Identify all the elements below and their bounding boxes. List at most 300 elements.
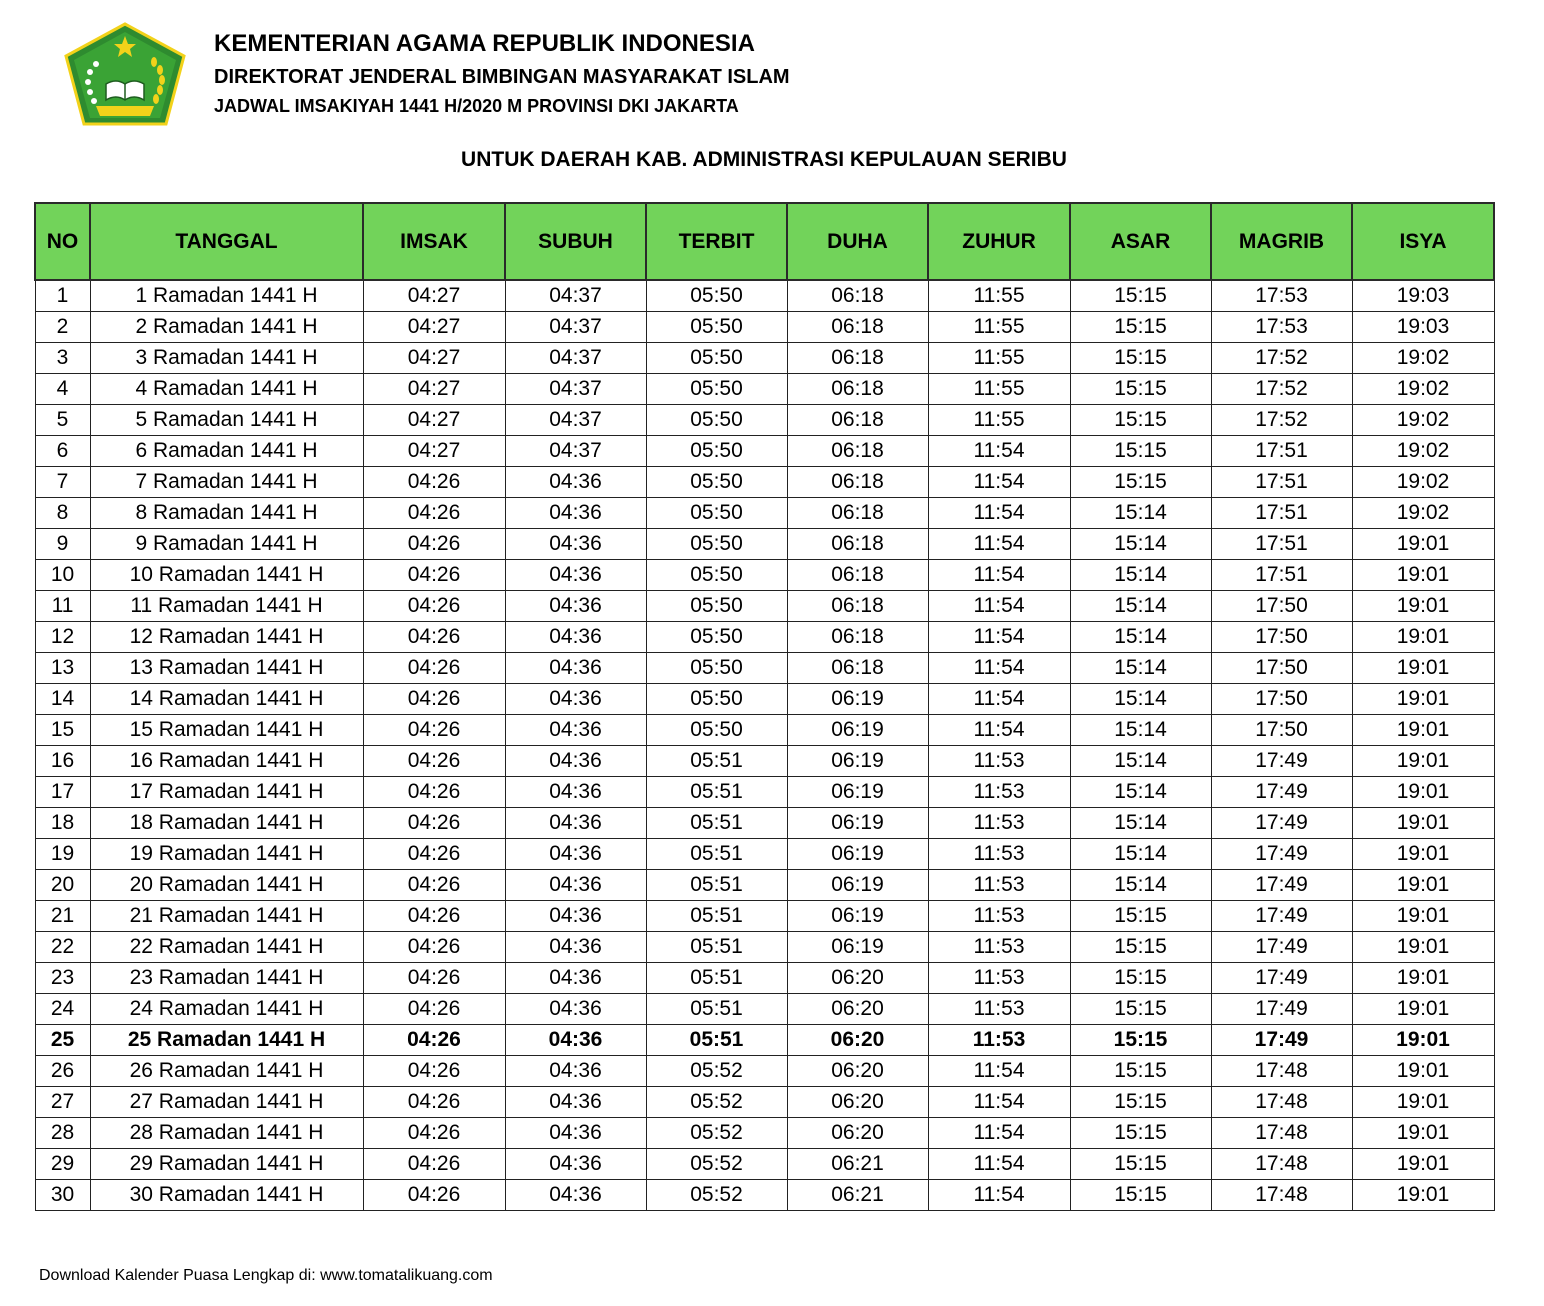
cell-subuh: 04:36 bbox=[505, 932, 646, 963]
table-header-row bbox=[35, 203, 1494, 280]
cell-terbit: 05:50 bbox=[646, 436, 787, 467]
cell-asar: 15:14 bbox=[1070, 529, 1211, 560]
cell-imsak: 04:26 bbox=[363, 808, 505, 839]
cell-tanggal: 5 Ramadan 1441 H bbox=[90, 405, 363, 436]
cell-asar: 15:14 bbox=[1070, 622, 1211, 653]
cell-subuh: 04:36 bbox=[505, 1056, 646, 1087]
cell-isya: 19:01 bbox=[1352, 777, 1494, 808]
cell-magrib: 17:53 bbox=[1211, 280, 1352, 312]
cell-subuh: 04:36 bbox=[505, 467, 646, 498]
column-header-no: NO bbox=[35, 203, 90, 280]
cell-imsak: 04:26 bbox=[363, 870, 505, 901]
cell-imsak: 04:26 bbox=[363, 839, 505, 870]
cell-subuh: 04:36 bbox=[505, 1025, 646, 1056]
cell-duha: 06:18 bbox=[787, 498, 928, 529]
cell-isya: 19:01 bbox=[1352, 622, 1494, 653]
cell-duha: 06:19 bbox=[787, 746, 928, 777]
cell-zuhur: 11:53 bbox=[928, 901, 1070, 932]
cell-magrib: 17:52 bbox=[1211, 343, 1352, 374]
table-row bbox=[35, 1118, 1494, 1149]
cell-asar: 15:15 bbox=[1070, 1056, 1211, 1087]
cell-no: 26 bbox=[35, 1056, 90, 1087]
cell-zuhur: 11:54 bbox=[928, 1118, 1070, 1149]
cell-subuh: 04:37 bbox=[505, 312, 646, 343]
cell-subuh: 04:36 bbox=[505, 529, 646, 560]
cell-asar: 15:15 bbox=[1070, 374, 1211, 405]
cell-zuhur: 11:54 bbox=[928, 715, 1070, 746]
cell-isya: 19:01 bbox=[1352, 994, 1494, 1025]
table-row bbox=[35, 529, 1494, 560]
cell-subuh: 04:36 bbox=[505, 715, 646, 746]
cell-isya: 19:01 bbox=[1352, 684, 1494, 715]
cell-asar: 15:15 bbox=[1070, 405, 1211, 436]
cell-magrib: 17:51 bbox=[1211, 529, 1352, 560]
cell-imsak: 04:26 bbox=[363, 963, 505, 994]
cell-terbit: 05:51 bbox=[646, 808, 787, 839]
cell-magrib: 17:50 bbox=[1211, 715, 1352, 746]
cell-duha: 06:20 bbox=[787, 994, 928, 1025]
cell-terbit: 05:50 bbox=[646, 529, 787, 560]
cell-imsak: 04:26 bbox=[363, 746, 505, 777]
cell-isya: 19:01 bbox=[1352, 963, 1494, 994]
cell-terbit: 05:52 bbox=[646, 1118, 787, 1149]
kemenag-emblem-icon bbox=[62, 22, 188, 128]
cell-imsak: 04:26 bbox=[363, 684, 505, 715]
cell-terbit: 05:50 bbox=[646, 280, 787, 312]
cell-no: 17 bbox=[35, 777, 90, 808]
cell-magrib: 17:49 bbox=[1211, 932, 1352, 963]
cell-magrib: 17:51 bbox=[1211, 436, 1352, 467]
cell-magrib: 17:48 bbox=[1211, 1149, 1352, 1180]
cell-duha: 06:18 bbox=[787, 405, 928, 436]
table-row bbox=[35, 715, 1494, 746]
cell-subuh: 04:36 bbox=[505, 1149, 646, 1180]
cell-isya: 19:01 bbox=[1352, 529, 1494, 560]
cell-zuhur: 11:53 bbox=[928, 777, 1070, 808]
cell-imsak: 04:26 bbox=[363, 498, 505, 529]
cell-no: 7 bbox=[35, 467, 90, 498]
cell-imsak: 04:26 bbox=[363, 994, 505, 1025]
cell-no: 5 bbox=[35, 405, 90, 436]
table-row bbox=[35, 1056, 1494, 1087]
cell-no: 4 bbox=[35, 374, 90, 405]
cell-no: 12 bbox=[35, 622, 90, 653]
cell-isya: 19:01 bbox=[1352, 808, 1494, 839]
cell-terbit: 05:52 bbox=[646, 1149, 787, 1180]
cell-isya: 19:01 bbox=[1352, 591, 1494, 622]
cell-no: 25 bbox=[35, 1025, 90, 1056]
table-row bbox=[35, 839, 1494, 870]
cell-zuhur: 11:53 bbox=[928, 1025, 1070, 1056]
column-header-zuhur: ZUHUR bbox=[928, 203, 1070, 280]
cell-asar: 15:14 bbox=[1070, 560, 1211, 591]
cell-duha: 06:21 bbox=[787, 1180, 928, 1211]
cell-asar: 15:15 bbox=[1070, 994, 1211, 1025]
cell-terbit: 05:50 bbox=[646, 684, 787, 715]
table-row bbox=[35, 1180, 1494, 1211]
cell-tanggal: 28 Ramadan 1441 H bbox=[90, 1118, 363, 1149]
cell-isya: 19:02 bbox=[1352, 467, 1494, 498]
cell-duha: 06:18 bbox=[787, 312, 928, 343]
cell-zuhur: 11:53 bbox=[928, 870, 1070, 901]
cell-tanggal: 24 Ramadan 1441 H bbox=[90, 994, 363, 1025]
cell-terbit: 05:51 bbox=[646, 994, 787, 1025]
cell-asar: 15:14 bbox=[1070, 839, 1211, 870]
cell-terbit: 05:51 bbox=[646, 777, 787, 808]
cell-magrib: 17:49 bbox=[1211, 746, 1352, 777]
cell-subuh: 04:36 bbox=[505, 684, 646, 715]
table-row bbox=[35, 622, 1494, 653]
cell-isya: 19:01 bbox=[1352, 560, 1494, 591]
cell-tanggal: 30 Ramadan 1441 H bbox=[90, 1180, 363, 1211]
cell-zuhur: 11:55 bbox=[928, 312, 1070, 343]
table-row bbox=[35, 746, 1494, 777]
cell-magrib: 17:51 bbox=[1211, 498, 1352, 529]
column-header-isya: ISYA bbox=[1352, 203, 1494, 280]
cell-asar: 15:15 bbox=[1070, 901, 1211, 932]
cell-duha: 06:20 bbox=[787, 1025, 928, 1056]
cell-duha: 06:20 bbox=[787, 1087, 928, 1118]
column-header-imsak: IMSAK bbox=[363, 203, 505, 280]
cell-tanggal: 1 Ramadan 1441 H bbox=[90, 280, 363, 312]
table-row bbox=[35, 1025, 1494, 1056]
cell-tanggal: 3 Ramadan 1441 H bbox=[90, 343, 363, 374]
cell-duha: 06:19 bbox=[787, 684, 928, 715]
cell-zuhur: 11:53 bbox=[928, 839, 1070, 870]
cell-imsak: 04:26 bbox=[363, 1025, 505, 1056]
cell-subuh: 04:37 bbox=[505, 405, 646, 436]
cell-magrib: 17:48 bbox=[1211, 1118, 1352, 1149]
cell-terbit: 05:51 bbox=[646, 901, 787, 932]
cell-terbit: 05:50 bbox=[646, 467, 787, 498]
cell-imsak: 04:26 bbox=[363, 901, 505, 932]
cell-terbit: 05:50 bbox=[646, 591, 787, 622]
cell-isya: 19:02 bbox=[1352, 374, 1494, 405]
cell-imsak: 04:26 bbox=[363, 467, 505, 498]
cell-subuh: 04:36 bbox=[505, 560, 646, 591]
cell-magrib: 17:48 bbox=[1211, 1087, 1352, 1118]
cell-isya: 19:01 bbox=[1352, 932, 1494, 963]
cell-imsak: 04:26 bbox=[363, 591, 505, 622]
cell-terbit: 05:50 bbox=[646, 312, 787, 343]
table-row bbox=[35, 312, 1494, 343]
directorate-title: DIREKTORAT JENDERAL BIMBINGAN MASYARAKAT ISLAM bbox=[214, 66, 790, 88]
table-row bbox=[35, 498, 1494, 529]
cell-asar: 15:15 bbox=[1070, 436, 1211, 467]
table-row bbox=[35, 994, 1494, 1025]
cell-terbit: 05:50 bbox=[646, 405, 787, 436]
cell-zuhur: 11:54 bbox=[928, 684, 1070, 715]
cell-duha: 06:18 bbox=[787, 591, 928, 622]
cell-tanggal: 4 Ramadan 1441 H bbox=[90, 374, 363, 405]
cell-subuh: 04:36 bbox=[505, 994, 646, 1025]
cell-zuhur: 11:53 bbox=[928, 994, 1070, 1025]
cell-terbit: 05:51 bbox=[646, 839, 787, 870]
cell-duha: 06:19 bbox=[787, 870, 928, 901]
cell-zuhur: 11:54 bbox=[928, 653, 1070, 684]
cell-no: 21 bbox=[35, 901, 90, 932]
cell-magrib: 17:49 bbox=[1211, 839, 1352, 870]
cell-asar: 15:14 bbox=[1070, 653, 1211, 684]
cell-asar: 15:14 bbox=[1070, 870, 1211, 901]
cell-duha: 06:18 bbox=[787, 529, 928, 560]
column-header-magrib: MAGRIB bbox=[1211, 203, 1352, 280]
cell-isya: 19:02 bbox=[1352, 498, 1494, 529]
cell-tanggal: 10 Ramadan 1441 H bbox=[90, 560, 363, 591]
cell-zuhur: 11:54 bbox=[928, 560, 1070, 591]
cell-subuh: 04:36 bbox=[505, 777, 646, 808]
cell-no: 30 bbox=[35, 1180, 90, 1211]
cell-imsak: 04:27 bbox=[363, 405, 505, 436]
cell-terbit: 05:50 bbox=[646, 622, 787, 653]
cell-tanggal: 11 Ramadan 1441 H bbox=[90, 591, 363, 622]
cell-subuh: 04:36 bbox=[505, 870, 646, 901]
cell-isya: 19:01 bbox=[1352, 870, 1494, 901]
cell-asar: 15:14 bbox=[1070, 746, 1211, 777]
cell-no: 24 bbox=[35, 994, 90, 1025]
table-row bbox=[35, 436, 1494, 467]
cell-no: 22 bbox=[35, 932, 90, 963]
cell-no: 6 bbox=[35, 436, 90, 467]
cell-no: 29 bbox=[35, 1149, 90, 1180]
cell-subuh: 04:36 bbox=[505, 653, 646, 684]
region-subtitle: UNTUK DAERAH KAB. ADMINISTRASI KEPULAUAN SERIBU bbox=[461, 148, 1067, 171]
cell-zuhur: 11:54 bbox=[928, 529, 1070, 560]
cell-subuh: 04:36 bbox=[505, 746, 646, 777]
cell-zuhur: 11:54 bbox=[928, 498, 1070, 529]
cell-tanggal: 23 Ramadan 1441 H bbox=[90, 963, 363, 994]
cell-duha: 06:19 bbox=[787, 901, 928, 932]
cell-tanggal: 15 Ramadan 1441 H bbox=[90, 715, 363, 746]
table-row bbox=[35, 467, 1494, 498]
cell-imsak: 04:26 bbox=[363, 653, 505, 684]
cell-terbit: 05:52 bbox=[646, 1056, 787, 1087]
cell-no: 11 bbox=[35, 591, 90, 622]
cell-subuh: 04:37 bbox=[505, 343, 646, 374]
cell-imsak: 04:26 bbox=[363, 1180, 505, 1211]
cell-duha: 06:19 bbox=[787, 808, 928, 839]
cell-zuhur: 11:54 bbox=[928, 1180, 1070, 1211]
cell-tanggal: 25 Ramadan 1441 H bbox=[90, 1025, 363, 1056]
cell-isya: 19:01 bbox=[1352, 839, 1494, 870]
cell-duha: 06:19 bbox=[787, 715, 928, 746]
table-row bbox=[35, 808, 1494, 839]
table-row bbox=[35, 1149, 1494, 1180]
cell-zuhur: 11:55 bbox=[928, 280, 1070, 312]
cell-no: 13 bbox=[35, 653, 90, 684]
cell-imsak: 04:26 bbox=[363, 1149, 505, 1180]
cell-no: 15 bbox=[35, 715, 90, 746]
cell-zuhur: 11:53 bbox=[928, 808, 1070, 839]
cell-tanggal: 14 Ramadan 1441 H bbox=[90, 684, 363, 715]
cell-subuh: 04:36 bbox=[505, 1087, 646, 1118]
cell-duha: 06:18 bbox=[787, 560, 928, 591]
cell-magrib: 17:49 bbox=[1211, 777, 1352, 808]
cell-isya: 19:01 bbox=[1352, 746, 1494, 777]
cell-imsak: 04:27 bbox=[363, 280, 505, 312]
table-row bbox=[35, 405, 1494, 436]
cell-asar: 15:15 bbox=[1070, 1180, 1211, 1211]
cell-magrib: 17:50 bbox=[1211, 622, 1352, 653]
cell-terbit: 05:50 bbox=[646, 653, 787, 684]
table-row bbox=[35, 374, 1494, 405]
cell-terbit: 05:50 bbox=[646, 374, 787, 405]
cell-zuhur: 11:54 bbox=[928, 1056, 1070, 1087]
cell-asar: 15:15 bbox=[1070, 1025, 1211, 1056]
cell-no: 19 bbox=[35, 839, 90, 870]
cell-tanggal: 21 Ramadan 1441 H bbox=[90, 901, 363, 932]
table-row bbox=[35, 560, 1494, 591]
cell-zuhur: 11:53 bbox=[928, 932, 1070, 963]
cell-tanggal: 12 Ramadan 1441 H bbox=[90, 622, 363, 653]
cell-tanggal: 9 Ramadan 1441 H bbox=[90, 529, 363, 560]
cell-subuh: 04:36 bbox=[505, 591, 646, 622]
cell-isya: 19:02 bbox=[1352, 405, 1494, 436]
cell-asar: 15:15 bbox=[1070, 280, 1211, 312]
cell-no: 20 bbox=[35, 870, 90, 901]
cell-duha: 06:20 bbox=[787, 1056, 928, 1087]
cell-imsak: 04:26 bbox=[363, 1056, 505, 1087]
cell-magrib: 17:50 bbox=[1211, 653, 1352, 684]
cell-no: 14 bbox=[35, 684, 90, 715]
cell-isya: 19:01 bbox=[1352, 653, 1494, 684]
cell-asar: 15:14 bbox=[1070, 498, 1211, 529]
cell-imsak: 04:26 bbox=[363, 622, 505, 653]
table-row bbox=[35, 932, 1494, 963]
cell-tanggal: 7 Ramadan 1441 H bbox=[90, 467, 363, 498]
cell-tanggal: 2 Ramadan 1441 H bbox=[90, 312, 363, 343]
cell-no: 8 bbox=[35, 498, 90, 529]
table-row bbox=[35, 343, 1494, 374]
cell-imsak: 04:26 bbox=[363, 932, 505, 963]
table-row bbox=[35, 1087, 1494, 1118]
cell-duha: 06:18 bbox=[787, 653, 928, 684]
cell-isya: 19:02 bbox=[1352, 343, 1494, 374]
cell-tanggal: 29 Ramadan 1441 H bbox=[90, 1149, 363, 1180]
cell-magrib: 17:52 bbox=[1211, 374, 1352, 405]
cell-tanggal: 13 Ramadan 1441 H bbox=[90, 653, 363, 684]
cell-subuh: 04:36 bbox=[505, 1180, 646, 1211]
cell-zuhur: 11:55 bbox=[928, 374, 1070, 405]
cell-duha: 06:19 bbox=[787, 932, 928, 963]
cell-asar: 15:14 bbox=[1070, 777, 1211, 808]
cell-isya: 19:03 bbox=[1352, 280, 1494, 312]
cell-terbit: 05:52 bbox=[646, 1087, 787, 1118]
cell-subuh: 04:36 bbox=[505, 839, 646, 870]
cell-subuh: 04:37 bbox=[505, 280, 646, 312]
cell-terbit: 05:51 bbox=[646, 746, 787, 777]
table-row bbox=[35, 777, 1494, 808]
imsakiyah-table bbox=[34, 202, 1495, 1211]
cell-tanggal: 27 Ramadan 1441 H bbox=[90, 1087, 363, 1118]
cell-no: 1 bbox=[35, 280, 90, 312]
cell-magrib: 17:53 bbox=[1211, 312, 1352, 343]
cell-subuh: 04:36 bbox=[505, 1118, 646, 1149]
cell-zuhur: 11:55 bbox=[928, 343, 1070, 374]
cell-terbit: 05:50 bbox=[646, 498, 787, 529]
cell-isya: 19:01 bbox=[1352, 1025, 1494, 1056]
table-body bbox=[35, 280, 1494, 1211]
table-row bbox=[35, 870, 1494, 901]
cell-isya: 19:01 bbox=[1352, 901, 1494, 932]
cell-subuh: 04:36 bbox=[505, 963, 646, 994]
cell-duha: 06:20 bbox=[787, 1118, 928, 1149]
cell-duha: 06:18 bbox=[787, 374, 928, 405]
cell-duha: 06:18 bbox=[787, 436, 928, 467]
cell-magrib: 17:51 bbox=[1211, 467, 1352, 498]
cell-asar: 15:15 bbox=[1070, 1118, 1211, 1149]
cell-subuh: 04:37 bbox=[505, 436, 646, 467]
cell-duha: 06:18 bbox=[787, 343, 928, 374]
cell-subuh: 04:37 bbox=[505, 374, 646, 405]
cell-imsak: 04:27 bbox=[363, 436, 505, 467]
cell-magrib: 17:49 bbox=[1211, 963, 1352, 994]
cell-asar: 15:15 bbox=[1070, 1087, 1211, 1118]
cell-asar: 15:14 bbox=[1070, 808, 1211, 839]
cell-isya: 19:03 bbox=[1352, 312, 1494, 343]
cell-magrib: 17:50 bbox=[1211, 591, 1352, 622]
cell-asar: 15:15 bbox=[1070, 312, 1211, 343]
cell-imsak: 04:26 bbox=[363, 1118, 505, 1149]
cell-asar: 15:14 bbox=[1070, 591, 1211, 622]
cell-duha: 06:21 bbox=[787, 1149, 928, 1180]
cell-magrib: 17:50 bbox=[1211, 684, 1352, 715]
cell-subuh: 04:36 bbox=[505, 498, 646, 529]
cell-asar: 15:14 bbox=[1070, 684, 1211, 715]
cell-duha: 06:19 bbox=[787, 839, 928, 870]
cell-imsak: 04:27 bbox=[363, 312, 505, 343]
cell-asar: 15:15 bbox=[1070, 467, 1211, 498]
cell-zuhur: 11:54 bbox=[928, 591, 1070, 622]
cell-no: 3 bbox=[35, 343, 90, 374]
table-row bbox=[35, 901, 1494, 932]
cell-imsak: 04:26 bbox=[363, 777, 505, 808]
cell-asar: 15:15 bbox=[1070, 343, 1211, 374]
cell-tanggal: 6 Ramadan 1441 H bbox=[90, 436, 363, 467]
cell-magrib: 17:49 bbox=[1211, 1025, 1352, 1056]
cell-imsak: 04:27 bbox=[363, 343, 505, 374]
cell-magrib: 17:48 bbox=[1211, 1056, 1352, 1087]
cell-no: 28 bbox=[35, 1118, 90, 1149]
cell-magrib: 17:49 bbox=[1211, 808, 1352, 839]
cell-subuh: 04:36 bbox=[505, 808, 646, 839]
cell-terbit: 05:51 bbox=[646, 932, 787, 963]
cell-imsak: 04:26 bbox=[363, 1087, 505, 1118]
cell-terbit: 05:51 bbox=[646, 870, 787, 901]
cell-imsak: 04:26 bbox=[363, 715, 505, 746]
cell-imsak: 04:26 bbox=[363, 529, 505, 560]
cell-imsak: 04:27 bbox=[363, 374, 505, 405]
table-row bbox=[35, 684, 1494, 715]
cell-isya: 19:01 bbox=[1352, 1180, 1494, 1211]
cell-no: 2 bbox=[35, 312, 90, 343]
cell-no: 9 bbox=[35, 529, 90, 560]
cell-isya: 19:02 bbox=[1352, 436, 1494, 467]
cell-tanggal: 8 Ramadan 1441 H bbox=[90, 498, 363, 529]
cell-isya: 19:01 bbox=[1352, 1087, 1494, 1118]
cell-terbit: 05:51 bbox=[646, 1025, 787, 1056]
table-row bbox=[35, 591, 1494, 622]
column-header-duha: DUHA bbox=[787, 203, 928, 280]
column-header-tanggal: TANGGAL bbox=[90, 203, 363, 280]
cell-zuhur: 11:53 bbox=[928, 963, 1070, 994]
cell-magrib: 17:49 bbox=[1211, 994, 1352, 1025]
cell-no: 18 bbox=[35, 808, 90, 839]
cell-duha: 06:19 bbox=[787, 777, 928, 808]
cell-zuhur: 11:54 bbox=[928, 436, 1070, 467]
cell-subuh: 04:36 bbox=[505, 901, 646, 932]
cell-terbit: 05:51 bbox=[646, 963, 787, 994]
